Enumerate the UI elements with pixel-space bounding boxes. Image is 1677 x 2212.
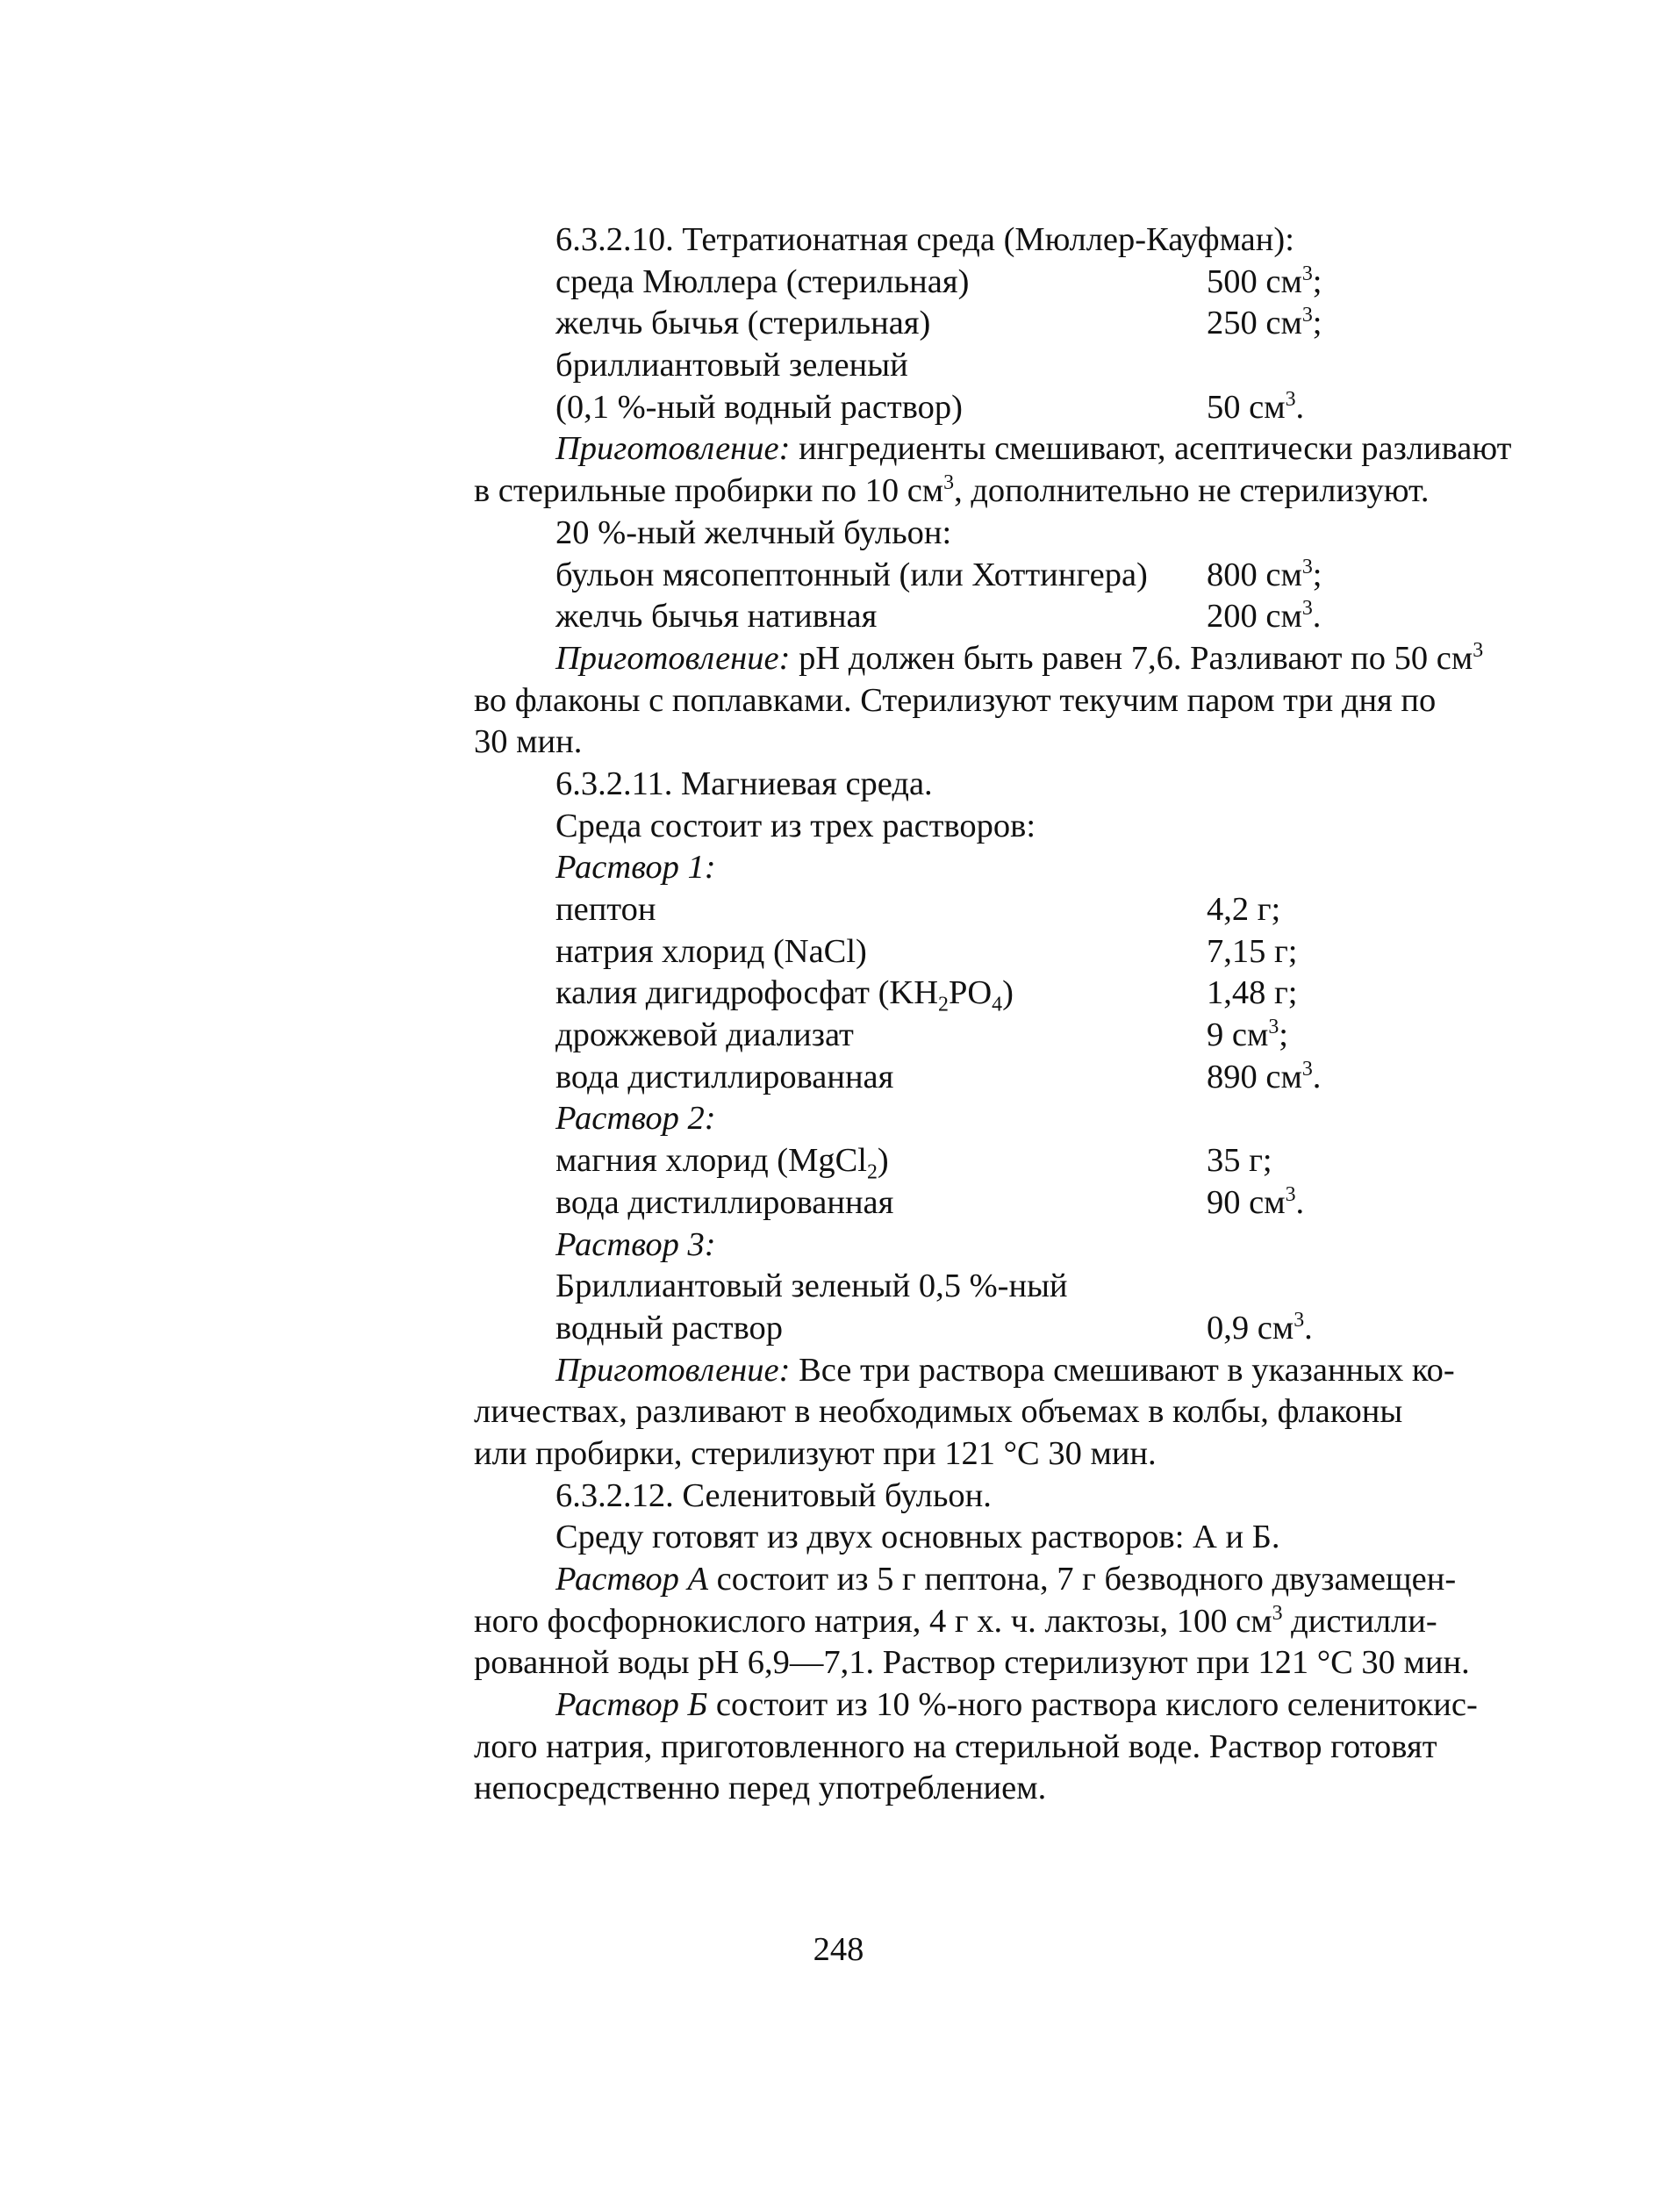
ingredient-name: Бриллиантовый зеленый 0,5 %-ный [555, 1268, 1068, 1305]
ingredient-name: (0,1 %-ный водный раствор) [555, 388, 963, 426]
solution-title: Раствор 3: [555, 1225, 716, 1263]
ingredient-amount: 35 г; [1207, 1142, 1272, 1180]
ingredient-row [474, 596, 1325, 638]
preparation-text: Приготовление: Все три раствора смешивают в указанных ко- [555, 1351, 1455, 1389]
section-heading: 6.3.2.12. Селенитовый бульон. [555, 1476, 992, 1514]
ingredient-amount: 0,9 $см^3$. [1207, 1309, 1313, 1347]
ingredient-amount: 800 $см^3$; [1207, 555, 1322, 593]
preparation-label: Приготовление: [555, 1351, 791, 1389]
paragraph-text: лого натрия, приготовленного на стерильной воде. Раствор готовят [474, 1727, 1437, 1765]
ingredient-row [474, 387, 1325, 429]
ingredient-row [474, 889, 1325, 931]
ingredient-amount: 7,15 г; [1207, 932, 1298, 970]
preparation-text: 30 мин. [474, 723, 583, 761]
section-heading: 6.3.2.10. Тетратионатная среда (Мюллер-Кауфман): [555, 221, 1294, 258]
preparation-text: Приготовление: ингредиенты смешивают, асептически разливают [555, 430, 1512, 468]
solution-label: Раствор Б [555, 1686, 708, 1724]
ingredient-name: желчь бычья нативная [555, 598, 878, 636]
paragraph-text: Среда состоит из трех растворов: [555, 807, 1036, 844]
ingredient-row [474, 1015, 1325, 1057]
ingredient-row [474, 973, 1325, 1015]
ingredient-row [474, 1182, 1325, 1224]
ingredient-amount: 500 $см^3$; [1207, 262, 1322, 300]
ingredient-name: вода дистиллированная [555, 1183, 894, 1221]
ingredient-row [474, 262, 1325, 304]
section-heading: 6.3.2.11. Магниевая среда. [555, 765, 933, 802]
preparation-text: личествах, разливают в необходимых объемах в колбы, флаконы [474, 1393, 1403, 1431]
solution-title: Раствор 1: [555, 849, 716, 887]
ingredient-row [474, 303, 1325, 345]
ingredient-name: натрия хлорид (NaCl) [555, 932, 867, 970]
ingredient-name: бриллиантовый зеленый [555, 347, 908, 384]
ingredient-row [474, 1057, 1325, 1099]
ingredient-name: дрожжевой диализат [555, 1016, 854, 1054]
ingredient-name: магния хлорид (MgCl$_2$) [555, 1142, 889, 1184]
ingredient-amount: 90 $см^3$. [1207, 1182, 1305, 1221]
ingredient-name: среда Мюллера (стерильная) [555, 262, 970, 300]
page-number: 248 [813, 1931, 864, 1968]
ingredient-row [474, 1308, 1325, 1350]
preparation-text: или пробирки, стерилизуют при 121 °С 30 мин. [474, 1434, 1157, 1472]
ingredient-name: калия дигидрофосфат $(KH_2PO_4)$ [555, 974, 1014, 1017]
preparation-label: Приготовление: [555, 639, 791, 677]
preparation-label: Приготовление: [555, 430, 791, 468]
solution-title: Раствор 2: [555, 1100, 716, 1138]
preparation-text: во флаконы с поплавками. Стерилизуют текучим паром три дня по [474, 681, 1437, 719]
document-page [474, 219, 1512, 1810]
ingredient-amount: 1,48 г; [1207, 974, 1298, 1012]
preparation-text: Приготовление: рН должен быть равен 7,6. Разливают по 50 $см^3$ [555, 639, 1484, 677]
subsection-heading: 20 %-ный желчный бульон: [555, 514, 952, 551]
ingredient-amount: 890 $см^3$. [1207, 1057, 1322, 1095]
ingredient-amount: 250 $см^3$; [1207, 304, 1322, 342]
ingredient-row [474, 1140, 1325, 1182]
ingredient-name: желчь бычья (стерильная) [555, 305, 931, 342]
ingredient-amount: 9 $см^3$; [1207, 1016, 1288, 1054]
ingredient-name: бульон мясопептонный (или Хоттингера) [555, 556, 1148, 593]
solution-label: Раствор А [555, 1561, 709, 1598]
preparation-text: в стерильные пробирки по 10 $см^3$, дополнительно не стерилизуют. [474, 471, 1430, 510]
paragraph-text: рованной воды рН 6,9—7,1. Раствор стерилизуют при 121 °С 30 мин. [474, 1644, 1470, 1682]
paragraph-text: Раствор Б состоит из 10 %-ного раствора кислого селенитокис- [555, 1686, 1478, 1724]
ingredient-amount: 200 $см^3$. [1207, 597, 1322, 636]
ingredient-name: вода дистиллированная [555, 1058, 894, 1095]
ingredient-name: пептон [555, 891, 656, 928]
ingredient-row [474, 931, 1325, 973]
paragraph-text: Среду готовят из двух основных растворов: А и Б. [555, 1519, 1280, 1556]
ingredient-amount: 50 $см^3$. [1207, 387, 1305, 426]
ingredient-name: водный раствор [555, 1309, 784, 1347]
ingredient-row [474, 555, 1325, 597]
paragraph-text: Раствор А состоит из 5 г пептона, 7 г безводного двузамещен- [555, 1561, 1457, 1598]
ingredient-amount: 4,2 г; [1207, 891, 1281, 928]
paragraph-text: непосредственно перед употреблением. [474, 1770, 1047, 1807]
paragraph-text: ного фосфорнокислого натрия, 4 г х. ч. лактозы, 100 $см^3$ дистилли- [474, 1601, 1437, 1640]
